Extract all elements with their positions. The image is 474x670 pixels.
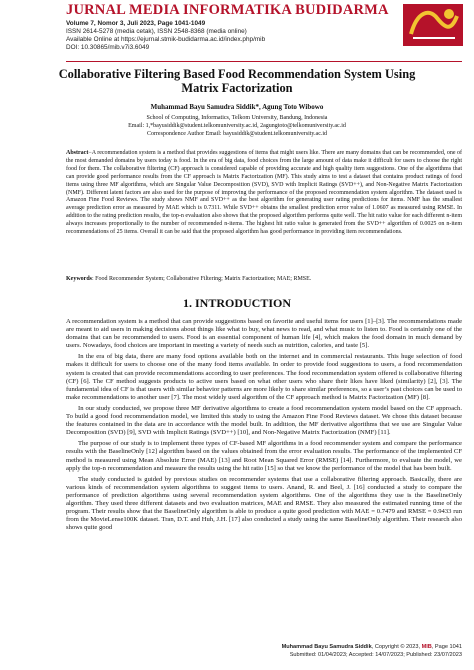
footer-copyright: , Copyright © 2023, xyxy=(371,644,422,650)
paper-title xyxy=(40,67,434,95)
paper-affiliation xyxy=(40,114,434,138)
journal-volume: Volume 7, Nomor 3, Juli 2023, Page 1041-1049 xyxy=(66,20,206,27)
body-paragraph: In our study conducted, we propose three MF derivative algorithms to create a food recommendation system model based on the CF approach. To build a good food recommendation model, we limited this study to using the Amazon Fine Food Reviews dataset. We chose this dataset because the features contained in the data are in accordance with the model built. In addition, the MF derivative algorithms that we use are Singular Value Decomposition (SVD) [9], SVD with Implicit Ratings (SVD++) [10], and Non-Negative Matrix Factorization (NMF) [11]. xyxy=(66,404,462,437)
paper-authors: Muhammad Bayu Samudra Siddik*, Agung Toto Wibowo xyxy=(150,103,324,111)
body-paragraph: The study conducted is guided by previous studies on recommender systems that use a collaborative filtering approach. Basically, there are various kinds of recommendation system algorithms to suggest items to users. Anand, R. and Beel, J. [16] conducted a study to compare the performance of prediction algorithms using several recommendation system algorithms. One of the algorithms they use is the BaselineOnly algorithm. They used three different datasets and two evaluation matrices, MAE and RMSE. They also measured the estimated running time of the program. Their results show that the BaselineOnly algorithm is able to produce a quite good prediction with MAE = 0.7479 and RMSE = 0.9433 run from the MovieLense100K dataset. Tran, D.T. and Huh, J.H. [17] also conducted a study using the same BaselineOnly algorithm. Their research also shows quite good xyxy=(66,475,462,532)
abstract-label: Abstract xyxy=(66,150,89,156)
journal-issn: ISSN 2614-5278 (media cetak), ISSN 2548-8368 (media online) xyxy=(66,28,247,35)
body-paragraph: In the era of big data, there are many food options available both on the internet and in commercial restaurants. This huge selection of food makes it difficult for users to choose one of the many food items available. In order to provide food suggestions to users, a food recommendation system is created that can provide recommendations according to user preferences. The food recommendation system offered is collaborative filtering (CF) [6]. The CF method suggests products to active users based on what other users who share their likes have liked (similarity) [2], [3]. The fundamental idea of CF is that users with similar behavior patterns are more likely to share similar preferences, so a user’s past choices can be used to make recommendations to another user [7]. The most widely used algorithm of the CF approach method is Matrix Factorization (MF) [8]. xyxy=(66,353,462,401)
affiliation-line: School of Computing, Informatics, Telkom University, Bandung, Indonesia xyxy=(146,115,328,121)
body-paragraph: A recommendation system is a method that can provide suggestions based on favorite and useful items for users [1]–[3]. The recommendations made are meant to aid users in making decisions about things like what to buy, what news to read, and what music to listen to. Food is certainly one of the domains that can be recommended to users. Food is an essential component of human life [4], which makes the food domain in much demand by users. Nowadays, food choices are important in meeting a variety of needs such as nutrition, calories, and taste [5]. xyxy=(66,318,462,350)
journal-meta xyxy=(66,20,265,52)
journal-name: JURNAL MEDIA INFORMATIKA BUDIDARMA xyxy=(66,2,389,18)
journal-available[interactable]: Available Online at https://ejurnal.stmik-budidarma.ac.id/index.php/mib xyxy=(66,36,266,43)
affiliation-emails[interactable]: Email: 1,*bayusiddik@student.telkomuniversity.ac.id, 2agungtoto@telkomuniversity.ac.id xyxy=(128,123,346,129)
page-footer xyxy=(282,643,462,659)
footer-author: Muhammad Bayu Samudra Siddik xyxy=(281,644,372,650)
abstract xyxy=(66,150,462,237)
paper-title-line2: Matrix Factorization xyxy=(181,81,293,95)
footer-citation xyxy=(282,643,462,651)
abstract-text: −A recommendation system is a method that provides suggestions of items that might users like. There are many domains that can be recommended, one of the most demanded domains by users today is food. In the era of big data, food choices from the large amount of data make it difficult for users to choose the right food for them. The collaborative filtering (CF) approach is considered capable of providing accurate and high quality item suggestions. One of the algorithms that can provide good performance results from the CF approach is Matrix Factorization (MF). This study aims to test a dataset that contains product ratings of food items using three MF algorithms, which are Singular Value Decomposition (SVD), SVD with Implicit Ratings (SVD++), and Non-Negative Matrix Factorization (NMF). Different latent factors are also used for the purpose of improving the performance of the proposed recommendation system algorithm. The dataset used is Amazon Fine Food Reviews. The study shows NMF and SVD++ as the best algorithm for generating user rating predictions for items. NMF has the smallest average prediction error as measured by MAE which is 0.7311. While SVD++ obtains the smallest prediction error value of 1.0607 as measured using RMSE. In addition to the rating prediction results, the top-n evaluation also shows that the proposed algorithm performs quite well. The hit ratio value for each different n-item always increases proportionally to the number of recommended n-items. The highest hit ratio value is generated from the SVD++ algorithm of 0.0025 on n-item recommendations of 25 items. Overall it can be said that the proposed algorithm has good performance in providing item recommendations. xyxy=(66,150,462,236)
correspondence-email[interactable]: Correspondence Author Email: bayusiddik@student.telkomuniversity.ac.id xyxy=(146,131,328,137)
keywords xyxy=(66,276,462,284)
journal-doi[interactable]: DOI: 10.30865/mib.v7i3.6049 xyxy=(66,44,150,51)
header-divider xyxy=(66,61,462,62)
footer-dates: Submitted: 01/04/2023; Accepted: 14/07/2023; Published: 23/07/2023 xyxy=(289,652,462,658)
paper-title-line1: Collaborative Filtering Based Food Recommendation System Using xyxy=(58,67,416,81)
mib-journal-logo-icon xyxy=(403,4,463,46)
body-text xyxy=(66,318,462,535)
footer-journal-abbrev: MIB xyxy=(421,644,432,650)
keywords-label: Keywords xyxy=(66,276,92,282)
keywords-text: : Food Recommender System; Collaborative Filtering; Matrix Factorization; MAE; RMSE. xyxy=(92,276,312,282)
body-paragraph: The purpose of our study is to implement three types of CF-based MF algorithms in a food recommender system and compare the performance results with the BaselineOnly [12] algorithm based on the values obtained from the error evaluation results. The performance of the implemented CF method is measured using Mean Absolute Error (MAE) [13] and Root Mean Squared Error (RMSE) [14]. Furthermore, to evaluate the model, we apply the top-n recommendation and measure the results using the hit ratio [15] so that we know the performance of the model that has been built. xyxy=(66,440,462,472)
footer-page: , Page 1041 xyxy=(431,644,462,650)
section-heading: 1. INTRODUCTION xyxy=(182,296,291,310)
